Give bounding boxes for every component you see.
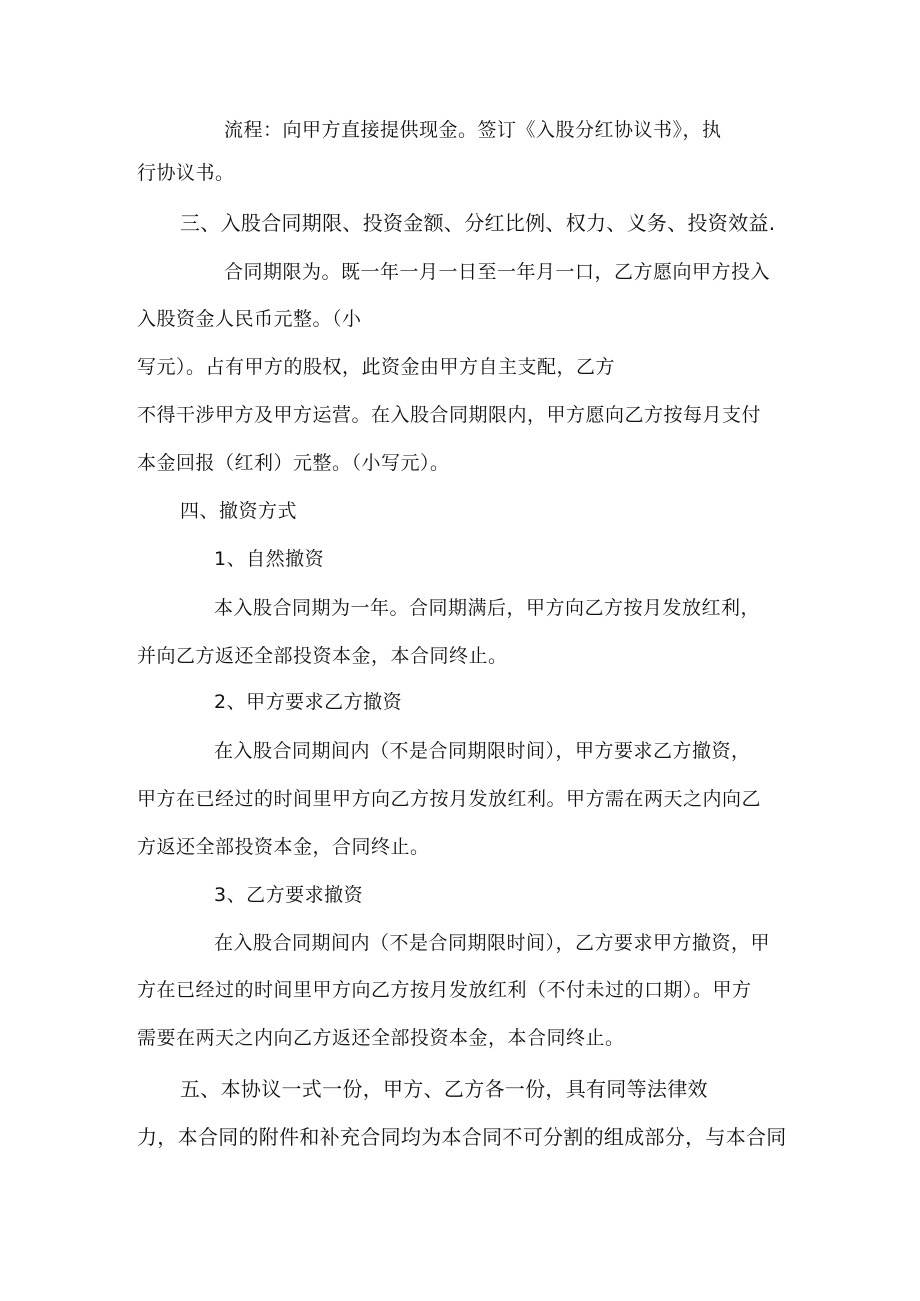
subsection-1-heading: 1、自然撤资 <box>214 548 325 570</box>
subsection-3-line: 需要在两天之内向乙方返还全部投资本金，本合同终止。 <box>137 1027 625 1049</box>
subsection-3-line: 在入股合同期间内（不是合同期限时间），乙方要求甲方撤资，甲 <box>214 932 771 954</box>
section-5-line: 力，本合同的附件和补充合同均为本合同不可分割的组成部分，与本合同 <box>137 1125 787 1149</box>
subsection-2-line: 甲方在已经过的时间里甲方向乙方按月发放红利。甲方需在两天之内向乙 <box>137 788 762 810</box>
subsection-2-line: 方返还全部投资本金，合同终止。 <box>137 836 430 858</box>
subsection-2-heading: 2、甲方要求乙方撤资 <box>214 691 403 713</box>
section-4-heading: 四、撤资方式 <box>180 500 298 522</box>
subsection-1-line: 并向乙方返还全部投资本金，本合同终止。 <box>137 645 508 667</box>
section-3-heading: 三、入股合同期限、投资金额、分红比例、权力、义务、投资效益. <box>180 211 776 235</box>
section-3-paragraph-line: 不得干涉甲方及甲方运营。在入股合同期限内，甲方愿向乙方按每月支付 <box>137 404 762 426</box>
section-3-paragraph-line: 入股资金人民币元整。（小 <box>137 308 362 330</box>
subsection-3-line: 方在已经过的时间里甲方向乙方按月发放红利（不付未过的口期）。甲方 <box>137 979 752 1001</box>
flow-paragraph-line: 行协议书。 <box>137 162 235 184</box>
subsection-2-line: 在入股合同期间内（不是合同期限时间），甲方要求乙方撤资， <box>214 740 751 762</box>
subsection-3-heading: 3、乙方要求撤资 <box>214 884 364 906</box>
section-3-paragraph-line: 合同期限为。既一年一月一日至一年月一口，乙方愿向甲方投入 <box>224 261 771 283</box>
section-3-paragraph-line: 写元）。占有甲方的股权，此资金由甲方自主支配，乙方 <box>137 356 616 378</box>
section-3-paragraph-line: 本金回报（红利）元整。（小写元）。 <box>137 452 450 474</box>
flow-paragraph-line: 流程：向甲方直接提供现金。签订《入股分红协议书》，执 <box>224 119 722 141</box>
section-5-line: 五、本协议一式一份，甲方、乙方各一份，具有同等法律效 <box>180 1077 708 1101</box>
subsection-1-line: 本入股合同期为一年。合同期满后，甲方向乙方按月发放红利， <box>214 597 761 619</box>
